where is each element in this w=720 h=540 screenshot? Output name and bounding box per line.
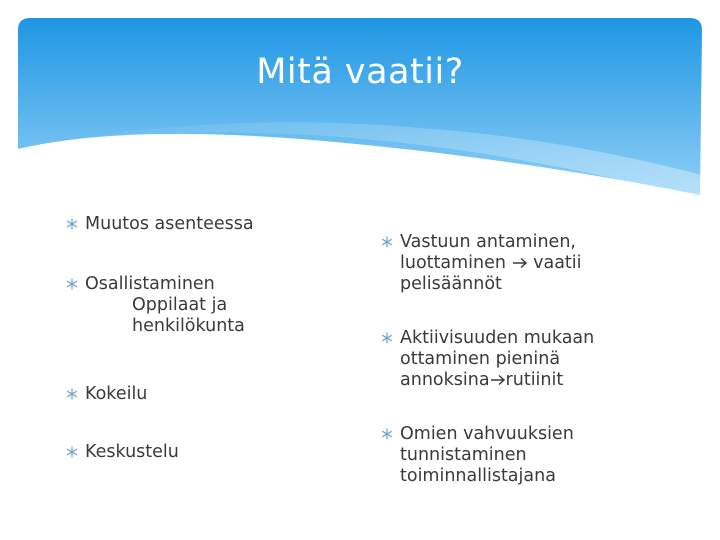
bullet-line: pelisäännöt <box>400 274 502 294</box>
asterisk-star-icon <box>66 388 78 400</box>
bullet-line: ottaminen pieninä <box>400 349 561 369</box>
bullet-line-part: rutiinit <box>505 370 564 390</box>
bullet-line-part: luottaminen <box>400 253 506 273</box>
bullet-line-part: vaatii <box>533 253 582 273</box>
bullet-text: Muutos asenteessa <box>85 214 254 234</box>
bullet-item <box>381 232 582 295</box>
slide-title: Mitä vaatii? <box>256 52 464 92</box>
bullet-line: tunnistaminen <box>400 445 527 465</box>
bullet-line <box>400 253 582 274</box>
bullet-line: Omien vahvuuksien <box>400 424 574 444</box>
bullet-item <box>66 274 262 337</box>
header-background <box>0 0 720 210</box>
right-arrow-icon <box>512 257 528 269</box>
asterisk-star-icon <box>381 332 393 344</box>
bullet-item <box>66 442 179 463</box>
bullet-item <box>66 384 147 405</box>
asterisk-star-icon <box>66 278 78 290</box>
asterisk-star-icon <box>381 428 393 440</box>
bullet-item <box>381 424 574 487</box>
bullet-line: toiminnallistajana <box>400 466 556 486</box>
bullet-line-part: annoksina <box>400 370 490 390</box>
right-arrow-icon <box>490 374 506 386</box>
asterisk-star-icon <box>66 218 78 230</box>
bullet-text: Kokeilu <box>85 384 148 404</box>
bullet-item <box>66 214 254 235</box>
bullet-text: Keskustelu <box>85 442 179 462</box>
bullet-line: Vastuun antaminen, <box>400 232 576 252</box>
asterisk-star-icon <box>66 446 78 458</box>
bullet-text: Osallistaminen <box>85 274 215 294</box>
asterisk-star-icon <box>381 236 393 248</box>
bullet-subtext: Oppilaat ja henkilökunta <box>132 295 245 336</box>
bullet-item <box>381 328 594 391</box>
bullet-line: Aktiivisuuden mukaan <box>400 328 595 348</box>
bullet-line <box>400 370 594 391</box>
